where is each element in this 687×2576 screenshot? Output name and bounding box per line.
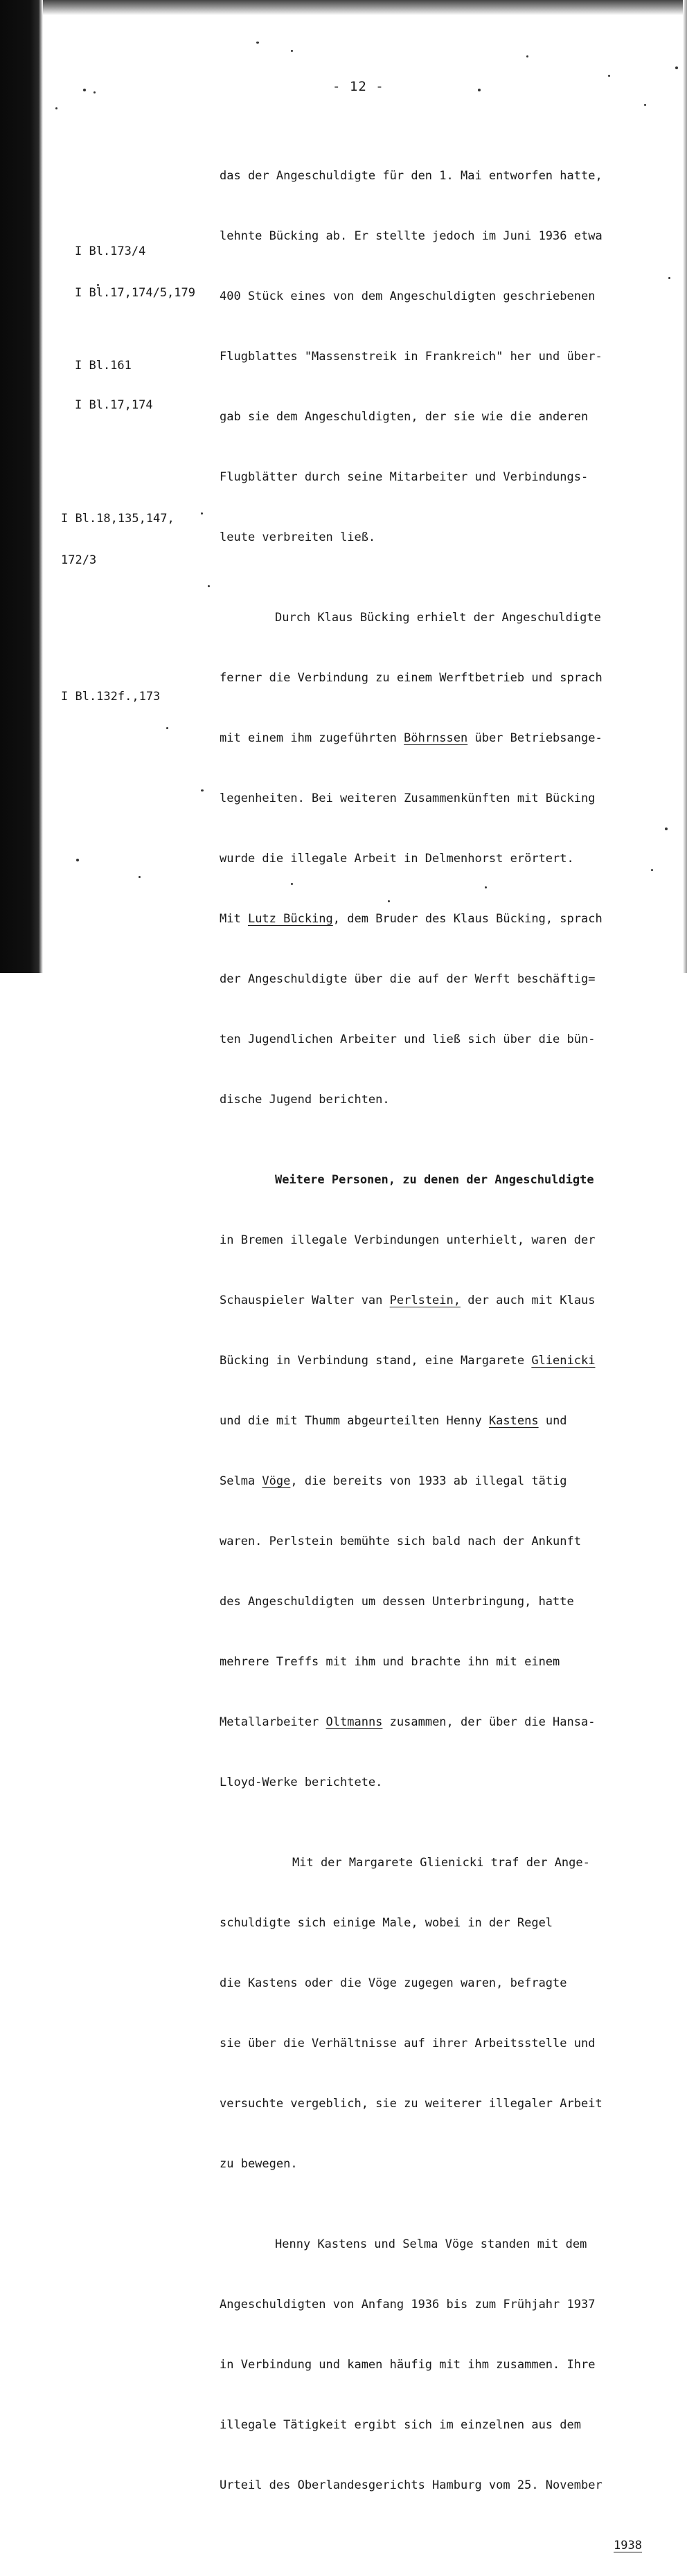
scan-border-top xyxy=(43,0,687,15)
margin-note: I Bl.132f.,173 xyxy=(61,690,161,704)
text-line: leute verbreiten ließ. xyxy=(220,530,376,544)
text-line: sie über die Verhältnisse auf ihrer Arbeitsstelle und xyxy=(220,2037,596,2050)
text-line: gab sie dem Angeschuldigten, der sie wie die anderen xyxy=(220,410,589,424)
text-line: in Bremen illegale Verbindungen unterhielt, waren der xyxy=(220,1233,596,1247)
margin-note: I Bl.18,135,147, 172/3 xyxy=(61,512,175,567)
bold-phrase: Weitere Personen xyxy=(275,1173,389,1187)
underlined-name: Oltmanns xyxy=(325,1715,383,1729)
underlined-name: Kastens xyxy=(488,1414,539,1428)
margin-note: I Bl.17,174 xyxy=(75,398,153,412)
text-line: das der Angeschuldigte für den 1. Mai entworfen hatte, xyxy=(220,169,603,183)
text-line: Weitere Personen, zu denen der Angeschuldigte xyxy=(275,1173,594,1187)
text-line xyxy=(220,2536,663,2556)
text-line: Durch Klaus Bücking erhielt der Angeschuldigte xyxy=(275,611,601,625)
text-line: wurde die illegale Arbeit in Delmenhorst erörtert. xyxy=(220,852,574,866)
text-line: Angeschuldigten von Anfang 1936 bis zum Frühjahr 1937 xyxy=(220,2298,596,2311)
text-line: in Verbindung und kamen häufig mit ihm zusammen. Ihre xyxy=(220,2358,596,2372)
text-line: Bücking in Verbindung stand, eine Margarete Glienicki xyxy=(220,1354,596,1368)
text-line: versuchte vergeblich, sie zu weiterer illegaler Arbeit xyxy=(220,2097,603,2111)
text-line: dische Jugend berichten. xyxy=(220,1093,390,1107)
text-line: Urteil des Oberlandesgerichts Hamburg vom 25. November xyxy=(220,2478,603,2492)
text-line: Schauspieler Walter van Perlstein, der auch mit Klaus xyxy=(220,1294,596,1307)
underlined-name: Lutz Bücking xyxy=(247,912,333,926)
scan-border-left xyxy=(0,0,43,973)
text-line: mit einem ihm zugeführten Böhrnssen über Betriebsange- xyxy=(220,731,603,745)
text-line: zu bewegen. xyxy=(220,2157,298,2171)
margin-note: I Bl.173/4 I Bl.17,174/5,179 xyxy=(75,244,195,300)
margin-note: I Bl.161 xyxy=(75,359,132,373)
text-line: Metallarbeiter Oltmanns zusammen, der über die Hansa- xyxy=(220,1715,596,1729)
text-line: schuldigte sich einige Male, wobei in der Regel xyxy=(220,1916,553,1930)
underlined-name: Vöge xyxy=(262,1474,291,1488)
text-line: Flugblattes "Massenstreik in Frankreich" her und über- xyxy=(220,350,603,364)
text-line: 400 Stück eines von dem Angeschuldigten geschriebenen xyxy=(220,289,596,303)
text-line: die Kastens oder die Vöge zugegen waren, befragte xyxy=(220,1976,567,1990)
text-line: waren. Perlstein bemühte sich bald nach der Ankunft xyxy=(220,1535,581,1548)
underlined-name: Böhrnssen xyxy=(404,731,468,745)
text-line: des Angeschuldigten um dessen Unterbringung, hatte xyxy=(220,1595,574,1609)
text-line: und die mit Thumm abgeurteilten Henny Kastens und xyxy=(220,1414,567,1428)
text-line: der Angeschuldigte über die auf der Werft beschäftig= xyxy=(220,972,596,986)
text-line: legenheiten. Bei weiteren Zusammenkünften mit Bücking xyxy=(220,791,596,805)
text-line: Mit der Margarete Glienicki traf der Ange- xyxy=(292,1856,590,1870)
text-line: mehrere Treffs mit ihm und brachte ihn mit einem xyxy=(220,1655,560,1669)
text-line: Henny Kastens und Selma Vöge standen mit dem xyxy=(275,2237,587,2251)
text-line: ten Jugendlichen Arbeiter und ließ sich über die bün- xyxy=(220,1032,596,1046)
text-line: illegale Tätigkeit ergibt sich im einzelnen aus dem xyxy=(220,2418,581,2432)
underlined-name: Glienicki xyxy=(531,1354,596,1368)
text-line: Mit Lutz Bücking, dem Bruder des Klaus Bücking, sprach xyxy=(220,912,603,926)
text-line: Flugblätter durch seine Mitarbeiter und Verbindungs- xyxy=(220,470,589,484)
document-body xyxy=(220,126,663,2576)
scan-border-right xyxy=(683,0,687,973)
underlined-name: Perlstein, xyxy=(389,1294,461,1307)
page-number: - 12 - xyxy=(332,79,384,94)
text-line: Lloyd-Werke berichtete. xyxy=(220,1776,383,1789)
text-line: ferner die Verbindung zu einem Werftbetrieb und sprach xyxy=(220,671,603,685)
underlined-year: 1938 xyxy=(614,2539,642,2552)
text-line: lehnte Bücking ab. Er stellte jedoch im Juni 1936 etwa xyxy=(220,229,603,243)
text-line: Selma Vöge, die bereits von 1933 ab illegal tätig xyxy=(220,1474,567,1488)
